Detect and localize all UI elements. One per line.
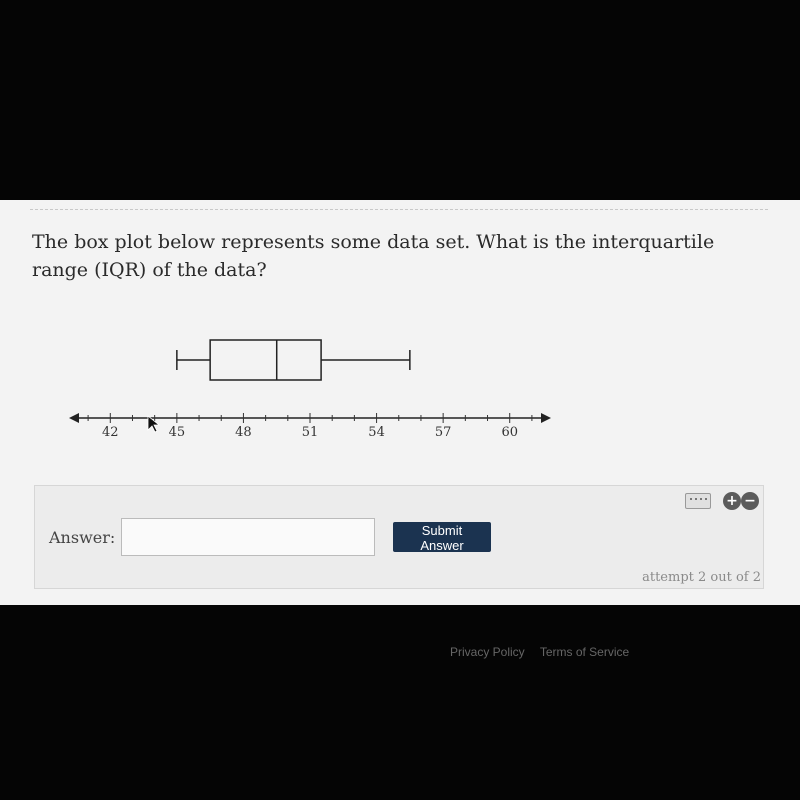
privacy-policy-link[interactable]: Privacy Policy: [450, 645, 525, 659]
tick-label: 42: [102, 425, 119, 440]
iqr-box: [210, 340, 321, 380]
question-screen: [0, 200, 800, 605]
footer-links: [450, 645, 641, 659]
tick-label: 54: [368, 425, 385, 440]
answer-label: Answer:: [49, 528, 116, 547]
keyboard-icon[interactable]: [685, 493, 711, 509]
question-text: The box plot below represents some data set. What is the interquartile range (IQR) of the data?: [32, 231, 715, 281]
tick-label: 57: [434, 425, 452, 440]
number-line-right-arrow: [541, 413, 551, 423]
answer-input[interactable]: [121, 518, 375, 556]
terms-of-service-link[interactable]: Terms of Service: [539, 645, 630, 659]
top-divider: [30, 209, 768, 210]
tick-label: 45: [168, 425, 186, 440]
box-plot-svg: [0, 330, 800, 450]
answer-panel: [34, 485, 764, 589]
submit-answer-button[interactable]: Submit Answer: [393, 522, 491, 552]
tick-label: 60: [501, 425, 518, 440]
box-plot: [0, 330, 800, 450]
minus-circle-icon[interactable]: −: [741, 492, 759, 510]
attempt-counter: attempt 2 out of 2: [642, 570, 761, 585]
tick-label: 48: [235, 425, 252, 440]
number-line-left-arrow: [69, 413, 79, 423]
plus-circle-icon[interactable]: +: [723, 492, 741, 510]
tick-label: 51: [301, 425, 319, 440]
